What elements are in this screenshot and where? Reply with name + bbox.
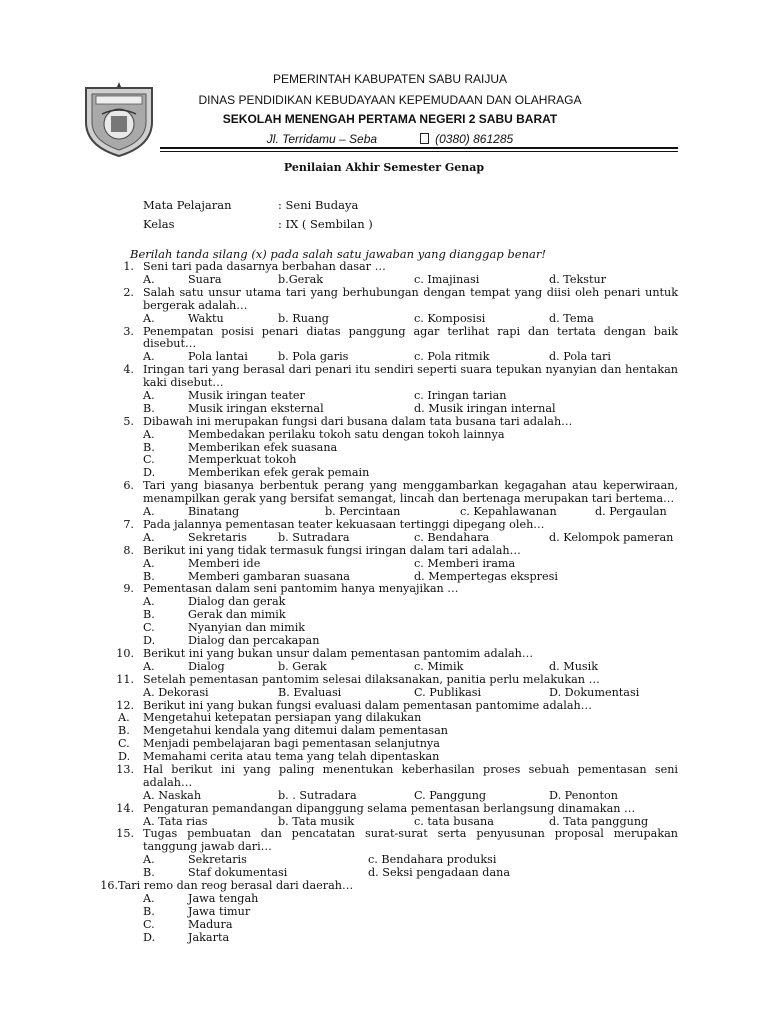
subject-label: Mata Pelajaran	[143, 198, 232, 212]
question-text: Berikut ini yang tidak termasuk fungsi iringan dalam tari adalah…	[143, 543, 521, 557]
option-text: c. Memberi irama	[414, 556, 516, 570]
option-text: b. Tata musik	[278, 814, 355, 828]
option-text: d. Musik	[549, 659, 599, 673]
question-text: Pada jalannya pementasan teater kekuasaan tertinggi dipegang oleh…	[143, 517, 545, 531]
option-row	[0, 893, 768, 906]
option-text: Madura	[188, 917, 233, 931]
question-item	[0, 261, 768, 287]
question-text: Berikut ini yang bukan fungsi evaluasi dalam pementasan pantomime adalah…	[143, 698, 592, 712]
option-letter: B.	[143, 401, 155, 415]
option-text: A. Naskah	[143, 788, 202, 802]
option-text: d. Tema	[549, 311, 594, 325]
option-row	[0, 609, 768, 622]
option-text: Jakarta	[188, 930, 230, 944]
option-text: D. Dokumentasi	[549, 685, 640, 699]
option-text: b. Gerak	[278, 659, 327, 673]
question-text: Dibawah ini merupakan fungsi dari busana dalam tata busana tari adalah…	[143, 414, 573, 428]
option-text: D. Penonton	[549, 788, 618, 802]
option-row	[0, 596, 768, 609]
question-number: 3.	[123, 324, 134, 338]
address-text: Jl. Terridamu – Seba	[266, 132, 378, 146]
question-number: 13.	[116, 762, 134, 776]
option-text: Mengetahui kendala yang ditemui dalam pementasan	[143, 724, 448, 738]
option-text: Memberikan efek gerak pemain	[188, 466, 370, 480]
question-text: Setelah pementasan pantomim selesai dilaksanakan, panitia perlu melakukan …	[143, 672, 600, 686]
option-text: b. Pola garis	[278, 350, 349, 364]
question-text: Penempatan posisi penari diatas panggung agar terlihat rapi dan tertata dengan baik disebut…	[143, 324, 678, 351]
question-number: 10.	[116, 646, 134, 660]
option-row	[0, 558, 768, 571]
option-letter: A.	[143, 389, 155, 403]
option-letter: B.	[143, 904, 155, 918]
header-school: SEKOLAH MENENGAH PERTAMA NEGERI 2 SABU BARAT	[222, 112, 558, 126]
option-letter: A.	[143, 530, 155, 544]
question-number: 14.	[116, 801, 134, 815]
option-letter: C.	[118, 737, 130, 751]
option-text: d. Seksi pengadaan dana	[368, 866, 511, 880]
option-text: Pola lantai	[188, 350, 248, 364]
option-text: Mengetahui ketepatan persiapan yang dilakukan	[143, 711, 422, 725]
question-item	[0, 519, 768, 545]
option-text: Gerak dan mimik	[188, 608, 286, 622]
option-row	[0, 635, 768, 648]
option-letter: A.	[118, 711, 130, 725]
option-letter: A.	[143, 556, 155, 570]
option-letter: A.	[143, 659, 155, 673]
question-item	[0, 287, 768, 326]
option-text: Jawa tengah	[188, 891, 259, 905]
option-letter: B.	[143, 866, 155, 880]
question-number: 15.	[116, 827, 134, 841]
question-text: Hal berikut ini yang paling menentukan keberhasilan proses sebuah pementasan seni adalah…	[143, 762, 678, 789]
option-text: Memahami cerita atau tema yang telah dipentaskan	[143, 750, 440, 764]
question-text: Seni tari pada dasarnya berbahan dasar …	[143, 260, 386, 273]
question-number: 1.	[123, 260, 134, 273]
option-row	[0, 687, 768, 700]
phone-text: (0380) 861285	[435, 132, 514, 146]
header-contact	[170, 132, 610, 146]
option-text: Memperkuat tokoh	[188, 453, 297, 467]
option-text: c. Iringan tarian	[414, 389, 507, 403]
option-letter: B.	[118, 724, 130, 738]
question-item	[0, 764, 768, 803]
option-text: d. Musik iringan internal	[414, 401, 556, 415]
option-row	[0, 454, 768, 467]
option-text: Binatang	[188, 505, 240, 519]
option-text: d. Pergaulan	[595, 505, 667, 519]
question-item	[0, 416, 768, 480]
option-text: c. Mimik	[414, 659, 464, 673]
option-text: b. Sutradara	[278, 530, 350, 544]
option-text: Dialog dan gerak	[188, 595, 286, 609]
option-text: Musik iringan eksternal	[188, 401, 324, 415]
option-row	[0, 790, 768, 803]
question-item	[0, 364, 768, 416]
header-government: PEMERINTAH KABUPATEN SABU RAIJUA	[272, 72, 508, 86]
option-text: c. Kepahlawanan	[460, 505, 557, 519]
option-text: Membedakan perilaku tokoh satu dengan tokoh lainnya	[188, 427, 505, 441]
option-row	[0, 532, 768, 545]
class-value: : IX ( Sembilan )	[278, 217, 373, 231]
option-text: Musik iringan teater	[188, 389, 305, 403]
option-text: d. Mempertegas ekspresi	[414, 569, 558, 583]
question-number: 4.	[123, 363, 134, 377]
option-letter: B.	[143, 440, 155, 454]
option-letter: B.	[143, 608, 155, 622]
option-text: d. Tata panggung	[549, 814, 649, 828]
option-text: b. . Sutradara	[278, 788, 357, 802]
instruction: Berilah tanda silang (x) pada salah satu jawaban yang dianggap benar!	[130, 247, 546, 261]
question-number: 7.	[123, 517, 134, 531]
question-text: Pementasan dalam seni pantomim hanya menyajikan …	[143, 582, 459, 596]
option-row	[0, 390, 768, 403]
question-text: Tari remo dan reog berasal dari daerah…	[118, 879, 354, 893]
option-text: Memberi gambaran suasana	[188, 569, 350, 583]
option-text: d. Kelompok pameran	[549, 530, 674, 544]
option-text: A. Tata rias	[143, 814, 208, 828]
option-text: b. Percintaan	[325, 505, 401, 519]
option-letter: A.	[143, 505, 155, 519]
option-text: C. Panggung	[414, 788, 487, 802]
question-number: 8.	[123, 543, 134, 557]
question-item	[0, 326, 768, 365]
question-text: Salah satu unsur utama tari yang berhubungan dengan tempat yang diisi oleh penari untuk bergerak adalah…	[143, 285, 678, 312]
option-letter: B.	[143, 569, 155, 583]
question-item	[0, 828, 768, 880]
option-text: c. Komposisi	[414, 311, 486, 325]
question-number: 12.	[116, 698, 134, 712]
class-label: Kelas	[143, 217, 175, 231]
option-text: c. Bendahara produksi	[368, 853, 497, 867]
question-item	[0, 545, 768, 584]
option-text: d. Tekstur	[549, 272, 607, 286]
option-row	[0, 274, 768, 287]
question-number: 9.	[123, 582, 134, 596]
header-rule	[160, 147, 678, 149]
option-text: Waktu	[188, 311, 224, 325]
option-text: Jawa timur	[188, 904, 251, 918]
phone-icon	[420, 133, 429, 144]
option-text: Memberi ide	[188, 556, 261, 570]
option-letter: D.	[118, 750, 131, 764]
question-item	[0, 700, 768, 764]
option-text: b. Ruang	[278, 311, 329, 325]
option-text: c. tata busana	[414, 814, 494, 828]
option-letter: C.	[143, 917, 155, 931]
option-text: Sekretaris	[188, 530, 247, 544]
option-letter: A.	[143, 891, 155, 905]
option-text: c. Imajinasi	[414, 272, 480, 286]
option-row	[0, 622, 768, 635]
option-letter: A.	[143, 350, 155, 364]
option-row	[0, 661, 768, 674]
option-text: c. Bendahara	[414, 530, 490, 544]
option-text: d. Pola tari	[549, 350, 611, 364]
option-text: Menjadi pembelajaran bagi pementasan selanjutnya	[143, 737, 440, 751]
option-row	[0, 442, 768, 455]
question-number: 5.	[123, 414, 134, 428]
question-text: Iringan tari yang berasal dari penari itu sendiri seperti suara tepukan nyanyian dan hentakan kaki disebut…	[143, 363, 678, 390]
option-letter: C.	[143, 453, 155, 467]
option-text: Staf dokumentasi	[188, 866, 288, 880]
option-text: Nyanyian dan mimik	[188, 621, 306, 635]
option-row	[0, 932, 768, 945]
option-letter: D.	[143, 930, 156, 944]
option-row	[0, 906, 768, 919]
option-letter: C.	[143, 621, 155, 635]
option-letter: A.	[143, 853, 155, 867]
option-text: Memberikan efek suasana	[188, 440, 338, 454]
option-text: Dialog dan percakapan	[188, 634, 320, 648]
question-text: Tari yang biasanya berbentuk perang yang menggambarkan kegagahan atau keperwiraan, menampilkan gerak yang bersifat semangat, lincah dan bertenaga merupakan tari bertema…	[143, 479, 678, 506]
option-row	[0, 919, 768, 932]
option-letter: A.	[143, 311, 155, 325]
question-text: Pengaturan pemandangan dipanggung selama pementasan berlangsung dinamakan …	[143, 801, 636, 815]
option-row	[0, 313, 768, 326]
question-number: 6.	[123, 479, 134, 493]
option-letter: D.	[143, 466, 156, 480]
regency-crest-icon	[80, 80, 158, 158]
question-item	[0, 880, 768, 944]
question-number: 16.	[100, 879, 118, 893]
option-letter: A.	[143, 272, 155, 286]
option-row	[0, 429, 768, 442]
question-number: 2.	[123, 285, 134, 299]
question-item	[0, 648, 768, 674]
header-rule-thin	[160, 151, 678, 152]
option-text: A. Dekorasi	[143, 685, 209, 699]
option-letter: A.	[143, 595, 155, 609]
option-text: Dialog	[188, 659, 225, 673]
question-item	[0, 803, 768, 829]
header-department: DINAS PENDIDIKAN KEBUDAYAAN KEPEMUDAAN DAN OLAHRAGA	[198, 93, 582, 107]
option-text: c. Pola ritmik	[414, 350, 490, 364]
question-item	[0, 583, 768, 647]
option-letter: A.	[143, 427, 155, 441]
option-text: Suara	[188, 272, 222, 286]
option-text: b.Gerak	[278, 272, 324, 286]
question-item	[0, 674, 768, 700]
option-text: B. Evaluasi	[278, 685, 342, 699]
option-row	[0, 403, 768, 416]
subject-value: : Seni Budaya	[278, 198, 359, 212]
question-text: Berikut ini yang bukan unsur dalam pementasan pantomim adalah…	[143, 646, 534, 660]
question-number: 11.	[116, 672, 134, 686]
question-item	[0, 480, 768, 519]
question-list	[0, 261, 768, 945]
exam-title: Penilaian Akhir Semester Genap	[283, 161, 485, 174]
option-letter: D.	[143, 634, 156, 648]
question-text: Tugas pembuatan dan pencatatan surat-surat serta penyusunan proposal merupakan tanggung jawab dari…	[143, 827, 678, 854]
option-text: Sekretaris	[188, 853, 247, 867]
option-text: C. Publikasi	[414, 685, 482, 699]
